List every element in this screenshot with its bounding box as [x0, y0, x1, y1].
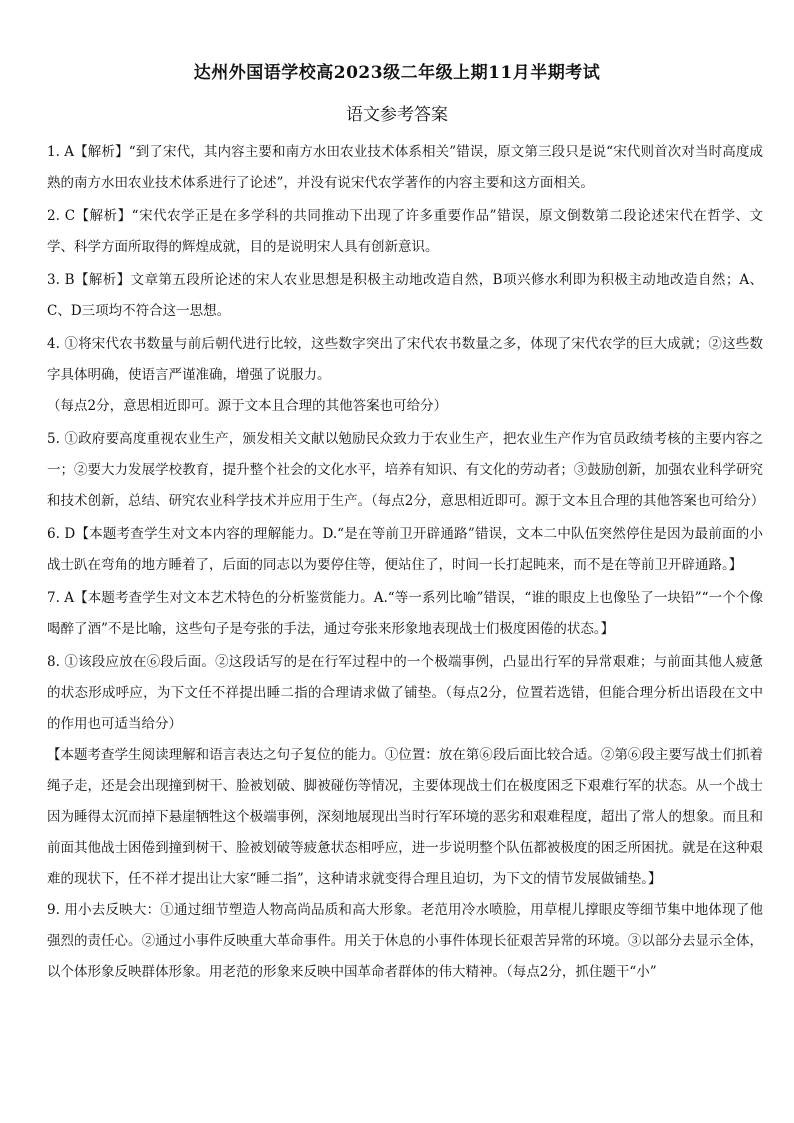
page-subtitle: 语文参考答案 — [346, 105, 448, 125]
answer-item-1: 1. A【解析】“到了宋代，其内容主要和南方水田农业技术体系相关”错误，原文第三段只是说“宋代则首次对当时高度成熟的南方水田农业技术体系进行了论述”，并没有说宋代农学著作的内容主要和这方面相关。 — [47, 144, 763, 191]
answer-list — [47, 137, 763, 988]
page-title: 达州外国语学校高2023级二年级上期11月半期考试 — [193, 63, 601, 83]
scoring-note-4: （每点2分，意思相近即可。源于文本且合理的其他答案也可给分） — [47, 398, 448, 414]
answer-item-2: 2. C【解析】“宋代农学正是在多学科的共同推动下出现了许多重要作品”错误，原文倒数第二段论述宋代在哲学、文学、科学方面所取得的辉煌成就，目的是说明宋人具有创新意识。 — [47, 208, 763, 255]
answer-item-7: 7. A【本题考查学生对文本艺术特色的分析鉴赏能力。A.“等一系列比喻”错误，“谁的眼皮上也像坠了一块铅”“一个个像喝醉了酒”不是比喻，这些句子是夸张的手法，通过夸张来形象地表现战士们极度困倦的状态。】 — [47, 590, 763, 637]
answer-item-5: 5. ①政府要高度重视农业生产，颁发相关文献以勉励民众致力于农业生产，把农业生产作为官员政绩考核的主要内容之一；②要大力发展学校教育，提升整个社会的文化水平，培养有知识、有文化的劳动者；③鼓励创新，加强农业科学研究和技术创新，总结、研究农业科学技术并应用于生产。（每点2分，意思相近即可。源于文本且合理的其他答案也可给分） — [47, 431, 765, 509]
answer-item-8: 8. ①该段应放在⑥段后面。②这段话写的是在行军过程中的一个极端事例，凸显出行军的异常艰难；与前面其他人疲惫的状态形成呼应，为下文任不祥提出睡二指的合理请求做了铺垫。（每点2分，位置若选错，但能合理分析出语段在文中的作用也可适当给分） — [47, 654, 763, 732]
analysis-item-8: 【本题考查学生阅读理解和语言表达之句子复位的能力。①位置：放在第⑥段后面比较合适。②第⑥段主要写战士们抓着绳子走，还是会出现撞到树干、脸被划破、脚被碰伤等情况，主要体现战士们在极度困乏下艰难行军的状态。从一个战士因为睡得太沉而掉下悬崖牺牲这个极端事例，深刻地展现出当时行军环境的恶劣和艰难程度，超出了常人的想象。而且和前面其他战士困倦到撞到树干、脸被划破等疲惫状态相呼应，进一步说明整个队伍都被极度的困乏所困扰。就是在这种艰难的现状下，任不祥才提出让大家“睡二指”，这种请求就变得合理且迫切，为下文的情节发展做铺垫。】 — [47, 747, 763, 887]
answer-item-3: 3. B【解析】文章第五段所论述的宋人农业思想是积极主动地改造自然，B项兴修水利即为积极主动地改造自然；A、C、D三项均不符合这一思想。 — [47, 272, 763, 319]
answer-item-9: 9. 用小去反映大：①通过细节塑造人物高尚品质和高大形象。老范用冷水喷脸，用草棍儿撑眼皮等细节集中地体现了他强烈的责任心。②通过小事件反映重大革命事件。用关于休息的小事件体现长征艰苦异常的环境。③以部分去显示全体，以个体形象反映群体形象。用老范的形象来反映中国革命者群体的伟大精神。（每点2分，抓住题干“小” — [47, 902, 763, 980]
answer-item-4: 4. ①将宋代农书数量与前后朝代进行比较，这些数字突出了宋代农书数量之多，体现了宋代农学的巨大成就；②这些数字具体明确，使语言严谨准确，增强了说服力。 — [47, 336, 763, 383]
answer-item-6: 6. D【本题考查学生对文本内容的理解能力。D.“是在等前卫开辟通路”错误，文本二中队伍突然停住是因为最前面的小战士趴在弯角的地方睡着了，后面的同志以为要停住等，便站住了，时间一长打起盹来，而不是在等前卫开辟通路。】 — [47, 526, 763, 573]
